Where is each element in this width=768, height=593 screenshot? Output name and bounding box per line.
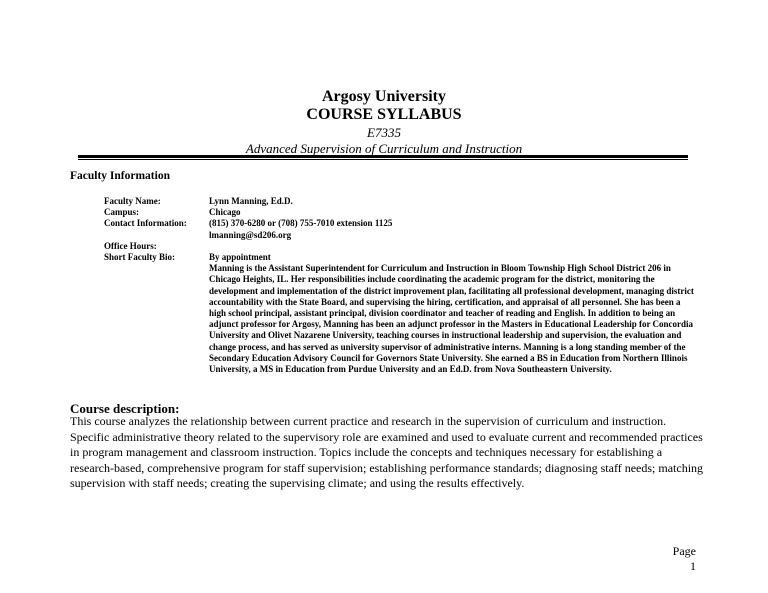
faculty-info-heading: Faculty Information <box>70 170 170 182</box>
syllabus-header <box>0 88 768 157</box>
faculty-name: Lynn Manning, Ed.D. <box>209 196 293 206</box>
contact-label: Contact Information: <box>104 218 187 229</box>
course-code: E7335 <box>367 125 401 140</box>
faculty-labels <box>104 196 204 263</box>
faculty-name-label: Faculty Name: <box>104 196 161 206</box>
campus-value: Chicago <box>209 207 241 218</box>
office-hours-value: By appointment <box>209 252 271 262</box>
bio-label: Short Faculty Bio: <box>104 252 175 262</box>
page-number: Page 1 <box>672 544 696 573</box>
document-type: COURSE SYLLABUS <box>306 106 462 123</box>
course-title: Advanced Supervision of Curriculum and Instruction <box>245 141 523 156</box>
contact-phone: (815) 370-6280 or (708) 755-7010 extension 1125 <box>209 218 393 229</box>
faculty-bio: Manning is the Assistant Superintendent for Curriculum and Instruction in Bloom Township High School District 206 in Chicago Heights, IL. Her responsibilities include coordinating the academic program for the district, monitoring the development and implementation of the district improvement plan, facilitating all professional development, managing district accountability with the State Board, and supervising the hiring, certification, and appraisal of all personnel. She has been a high school principal, assistant principal, division coordinator and teacher of reading and English. In addition to being an adjunct professor for Argosy, Manning has been an adjunct professor in the Masters in Educational Leadership for Concordia University and Olivet Nazarene University, teaching courses in instructional leadership and supervision, the evaluation and change process, and has served as university supervisor of administrative interns. Manning is a long standing member of the Secondary Education Advisory Council for Governors State University. She earned a BS in Education from Northern Illinois University, a MS in Education from Purdue University and an Ed.D. from Nova Southeastern University. <box>209 263 694 375</box>
faculty-values <box>209 196 698 375</box>
header-divider <box>78 155 688 160</box>
campus-label: Campus: <box>104 207 140 218</box>
office-hours-label: Office Hours: <box>104 240 157 251</box>
university-name: Argosy University <box>322 88 446 105</box>
course-description-heading: Course description: <box>70 401 180 416</box>
contact-email[interactable]: lmanning@sd206.org <box>209 229 292 240</box>
course-description-text: This course analyzes the relationship between current practice and research in the supervision of curriculum and instruction. Specific administrative theory related to the supervisory role are examined and used to evaluate current and recommended practices in program management and classroom instruction. Topics include the concepts and techniques necessary for establishing a research-based, comprehensive program for staff supervision; establishing performance standards; diagnosing staff needs; matching supervision with staff needs; creating the supervising climate; and using the results effectively. <box>70 414 704 490</box>
